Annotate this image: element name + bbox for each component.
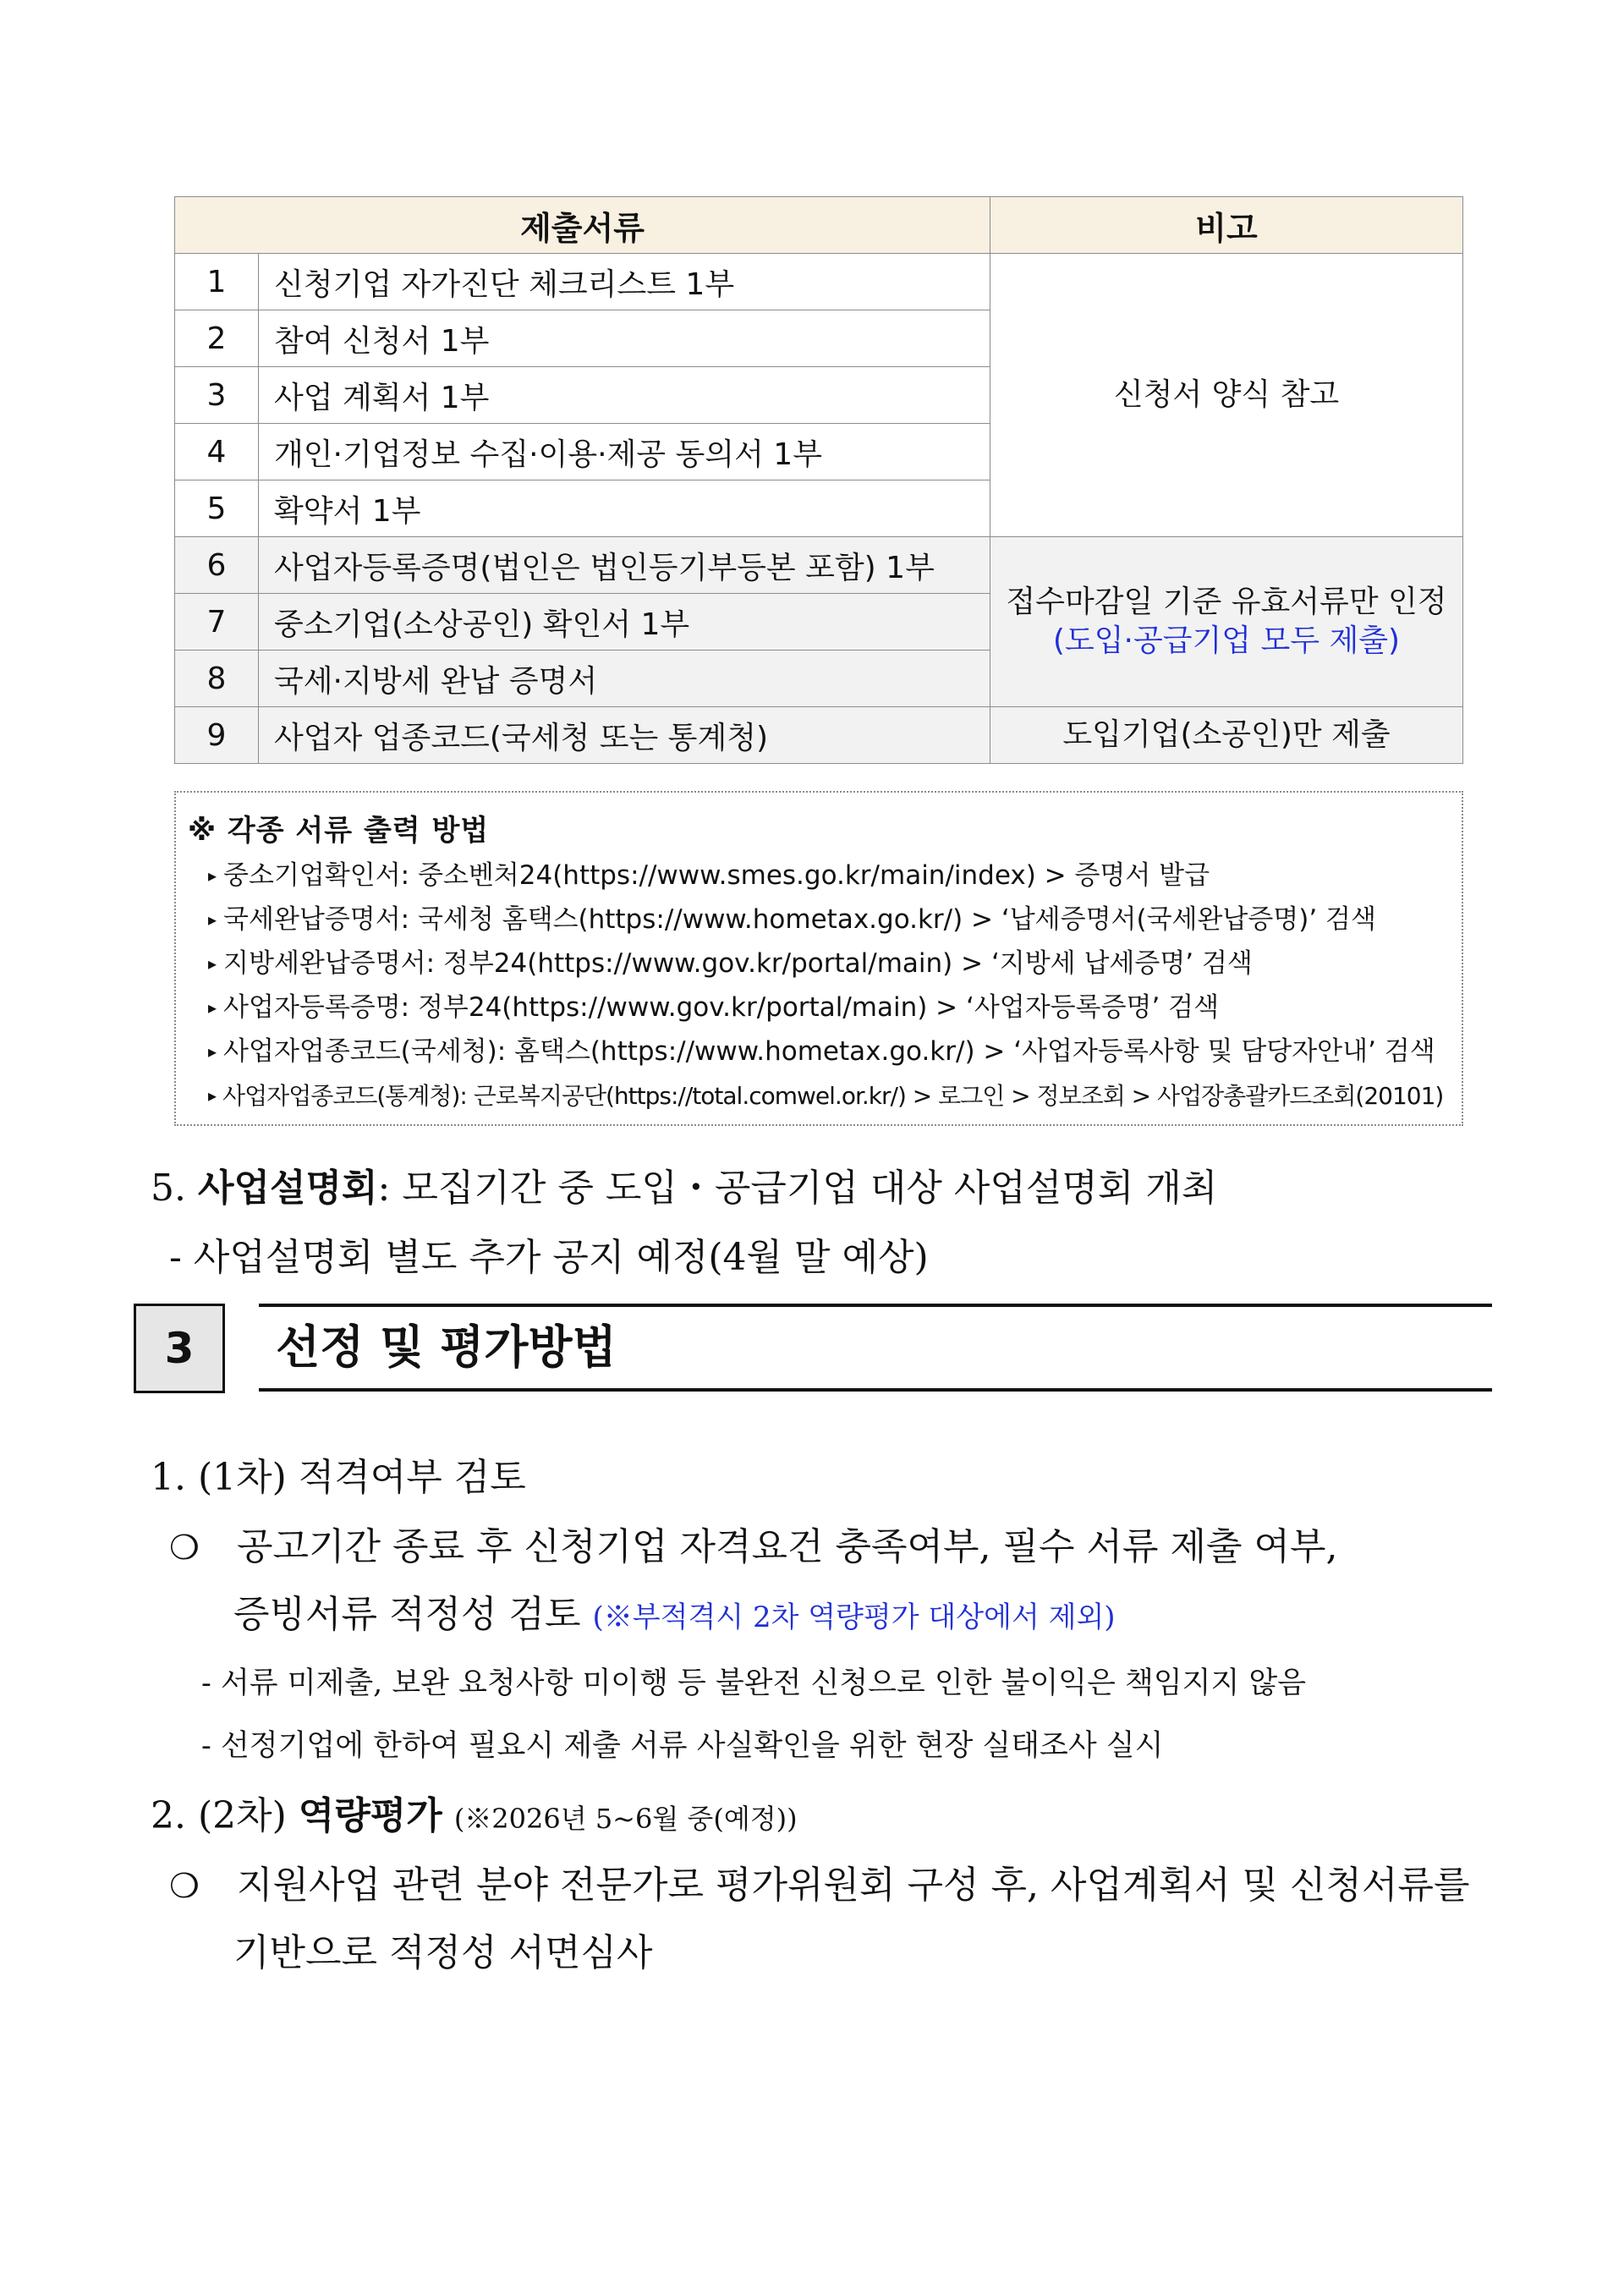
section-number-box: 3 (134, 1304, 225, 1393)
remark-small-business-only: 도입기업(소공인)만 제출 (990, 707, 1463, 764)
step2-heading-number: 2. (2차) (151, 1794, 287, 1837)
row-number: 5 (175, 480, 259, 537)
row-number: 7 (175, 594, 259, 651)
row-document: 국세·지방세 완납 증명서 (259, 651, 990, 707)
step1-dash2: - 선정기업에 한하여 필요시 제출 서류 사실확인을 위한 현장 실태조사 실시 (201, 1729, 1164, 1763)
circle-bullet-icon: ❍ (169, 1529, 200, 1568)
table-row (175, 537, 1463, 594)
bullet-triangle-icon: ▸ (208, 909, 217, 930)
step2-heading-title: 역량평가 (298, 1794, 442, 1837)
bullet-triangle-icon: ▸ (208, 953, 217, 974)
print-method-line: ▸ 중소기업확인서: 중소벤처24(https://www.smes.go.kr/main/index) > 증명서 발급 (208, 860, 1210, 891)
header-documents: 제출서류 (175, 197, 990, 254)
row-document: 사업자 업종코드(국세청 또는 통계청) (259, 707, 990, 764)
row-document: 참여 신청서 1부 (259, 310, 990, 367)
step1-bullet-line1: ❍ 공고기간 종료 후 신청기업 자격요건 충족여부, 필수 서류 제출 여부, (169, 1525, 1338, 1568)
row-number: 4 (175, 424, 259, 480)
table-header-row (175, 197, 1463, 254)
row-document: 사업 계획서 1부 (259, 367, 990, 424)
step2-bullet-line2: 기반으로 적정성 서면심사 (233, 1931, 653, 1974)
step1-dash1: - 서류 미제출, 보완 요청사항 미이행 등 불완전 신청으로 인한 불이익은 책임지지 않음 (201, 1666, 1307, 1700)
print-method-line: ▸ 지방세완납증명서: 정부24(https://www.gov.kr/portal/main) > ‘지방세 납세증명’ 검색 (208, 948, 1253, 979)
item5-line (151, 1157, 1217, 1211)
row-number: 2 (175, 310, 259, 367)
row-number: 8 (175, 651, 259, 707)
row-document: 중소기업(소상공인) 확인서 1부 (259, 594, 990, 651)
item5-number: 5. (151, 1167, 186, 1210)
row-number: 9 (175, 707, 259, 764)
item5-title: 사업설명회 (197, 1167, 378, 1210)
row-number: 1 (175, 254, 259, 310)
item5-text: : 모집기간 중 도입・공급기업 대상 사업설명회 개최 (377, 1167, 1218, 1210)
circle-bullet-icon: ❍ (169, 1867, 200, 1906)
table-row (175, 254, 1463, 310)
bullet-triangle-icon: ▸ (208, 997, 217, 1018)
print-method-line: ▸ 국세완납증명서: 국세청 홈택스(https://www.hometax.go.kr/) > ‘납세증명서(국세완납증명)’ 검색 (208, 904, 1376, 935)
row-document: 확약서 1부 (259, 480, 990, 537)
remark-valid-documents (990, 537, 1463, 707)
section-title: 선정 및 평가방법 (259, 1304, 1492, 1392)
bullet-triangle-icon: ▸ (208, 865, 217, 886)
remark-valid-line1: 접수마감일 기준 유효서류만 인정 (1006, 585, 1447, 619)
bullet-triangle-icon: ▸ (208, 1085, 217, 1106)
remark-valid-line2: (도입·공급기업 모두 제출) (1052, 623, 1401, 658)
bullet-triangle-icon: ▸ (208, 1041, 217, 1062)
remark-form-reference: 신청서 양식 참고 (990, 254, 1463, 537)
table-row (175, 707, 1463, 764)
print-method-line: ▸ 사업자등록증명: 정부24(https://www.gov.kr/portal/main) > ‘사업자등록증명’ 검색 (208, 992, 1220, 1023)
step1-bullet-line2: 증빙서류 적정성 검토 (※부적격시 2차 역량평가 대상에서 제외) (233, 1593, 1116, 1636)
step2-bullet-line1: ❍ 지원사업 관련 분야 전문가로 평가위원회 구성 후, 사업계획서 및 신청서류를 (169, 1864, 1470, 1907)
print-methods-box (174, 791, 1463, 1126)
print-method-line: ▸ 사업자업종코드(통계청): 근로복지공단(https://total.comwel.or.kr/) > 로그인 > 정보조회 > 사업장총괄카드조회(20101) (208, 1082, 1444, 1110)
print-method-line: ▸ 사업자업종코드(국세청): 홈택스(https://www.hometax.go.kr/) > ‘사업자등록사항 및 담당자안내’ 검색 (208, 1036, 1435, 1067)
step2-heading (151, 1785, 798, 1839)
step1-exclusion-note: (※부적격시 2차 역량평가 대상에서 제외) (592, 1600, 1116, 1634)
item5-sub: - 사업설명회 별도 추가 공지 예정(4월 말 예상) (169, 1236, 929, 1279)
row-document: 신청기업 자가진단 체크리스트 1부 (259, 254, 990, 310)
submission-documents-table (174, 196, 1463, 764)
print-methods-title: ※ 각종 서류 출력 방법 (188, 814, 490, 848)
step2-heading-schedule: (※2026년 5~6월 중(예정)) (453, 1803, 798, 1835)
row-document: 개인·기업정보 수집·이용·제공 동의서 1부 (259, 424, 990, 480)
row-number: 3 (175, 367, 259, 424)
header-remarks: 비고 (990, 197, 1463, 254)
step1-heading: 1. (1차) 적격여부 검토 (151, 1456, 526, 1499)
row-number: 6 (175, 537, 259, 594)
row-document: 사업자등록증명(법인은 법인등기부등본 포함) 1부 (259, 537, 990, 594)
